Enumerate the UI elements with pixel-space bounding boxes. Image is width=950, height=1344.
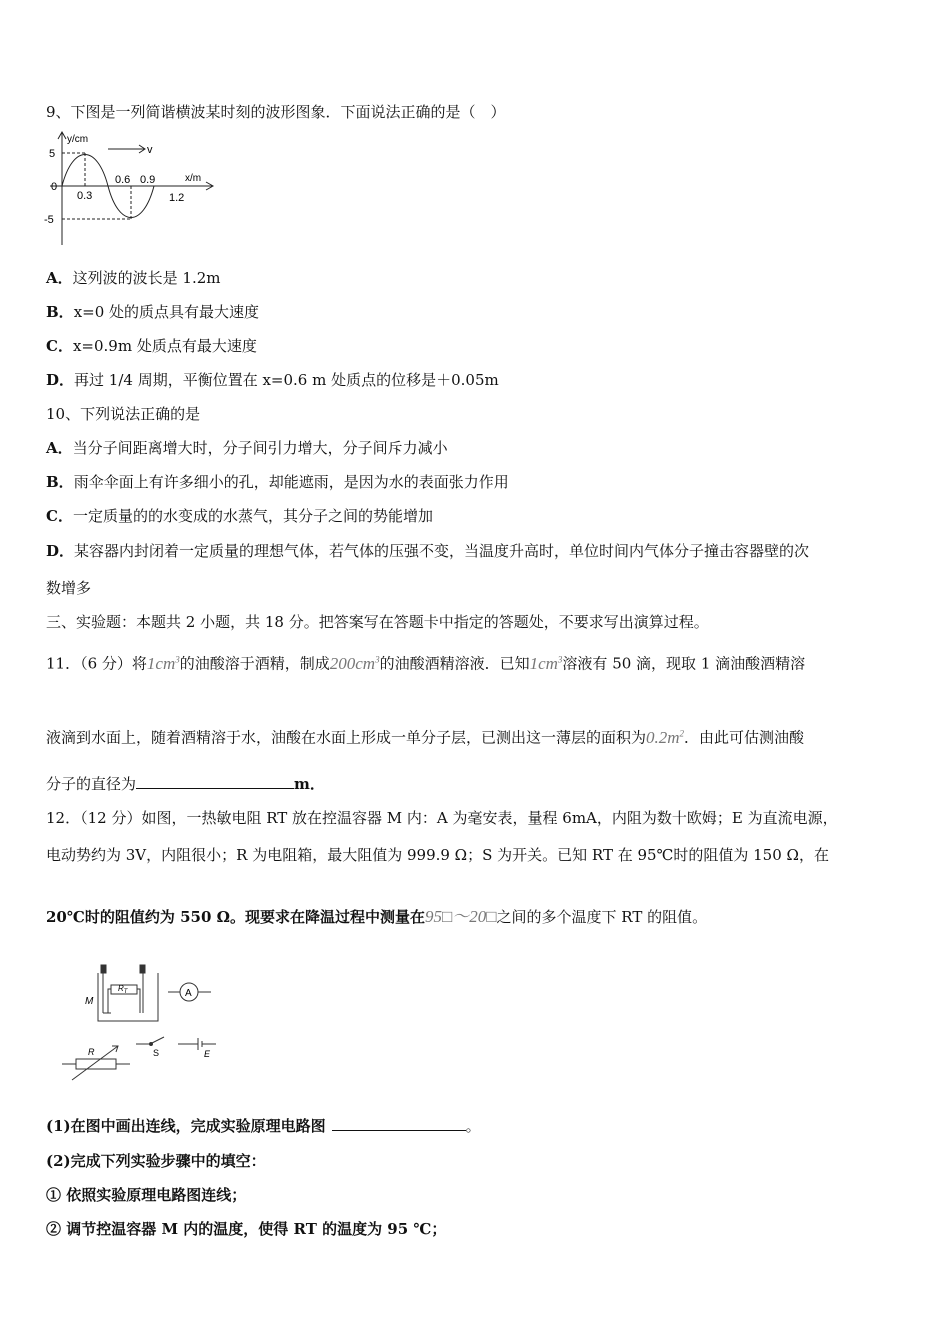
formula-1cm3-a: $1cm^3$ (146, 653, 180, 673)
q9-option-b: B．x=0 处的质点具有最大速度 (46, 303, 260, 321)
answer-blank (136, 774, 294, 789)
label-container-m: M (85, 996, 94, 1007)
q10-option-b: B．雨伞伞面上有许多细小的孔，却能遮雨，是因为水的表面张力作用 (46, 473, 509, 491)
formula-200cm3: $200cm^3$ (329, 653, 380, 673)
label-resistance-box: R (88, 1047, 95, 1057)
answer-blank-circuit (332, 1116, 466, 1131)
q10-option-a: A．当分子间距离增大时，分子间引力增大，分子间斥力减小 (46, 439, 448, 457)
q10-option-d-cont: 数增多 (46, 579, 92, 597)
q11-line-3: 分子的直径为 m． (46, 775, 325, 793)
q12-step-2-prompt: (2)完成下列实验步骤中的填空： (46, 1152, 266, 1170)
label-switch: S (153, 1048, 160, 1058)
q12-line-3: 20℃时的阻值约为 550 Ω。现要求在降温过程中测量在95□～20□之间的多个温度下 RT 的阻值。 (46, 907, 708, 926)
velocity-label: v (147, 144, 153, 156)
q12-step-list-2: ② 调节控温容器 M 内的温度，使得 RT 的温度为 95 ℃； (46, 1220, 447, 1238)
label-thermistor: $R_T$ (118, 984, 128, 995)
q10-stem: 10、下列说法正确的是 (46, 405, 201, 423)
x-axis-label: x/m (185, 173, 202, 184)
wave-graph (40, 127, 220, 247)
y-tick-5: 5 (49, 148, 56, 160)
q12-step-1-prompt: (1)在图中画出连线，完成实验原理电路图 。 (46, 1117, 481, 1135)
q12-step-list-1: ① 依照实验原理电路图连线； (46, 1186, 247, 1204)
q12-line-1: 12．（12 分）如图，一热敏电阻 RT 放在控温容器 M 内：A 为毫安表，量程 6mA，内阻为数十欧姆；E 为直流电源， (46, 809, 838, 827)
x-tick-1.2: 1.2 (169, 192, 185, 204)
formula-area: $0.2m^2$ (646, 727, 685, 747)
q12-line-2: 电动势约为 3V，内阻很小；R 为电阻箱，最大阻值为 999.9 Ω；S 为开关。已知 RT 在 95℃时的阻值为 150 Ω，在 (46, 846, 829, 864)
circuit-figure (58, 958, 223, 1088)
q9-option-a: A．这列波的波长是 1.2m (46, 269, 221, 287)
q9-stem: 9、下图是一列简谐横波某时刻的波形图象．下面说法正确的是（ ） (46, 103, 506, 121)
q9-option-c: C．x=0.9m 处质点有最大速度 (46, 337, 257, 355)
formula-1cm3-b: $1cm^3$ (529, 653, 563, 673)
q11-line-2: 液滴到水面上，随着酒精溶于水，油酸在水面上形成一单分子层，已测出这一薄层的面积为$0.2m^2$．由此可估测油酸 (46, 727, 805, 747)
x-tick-0.6: 0.6 (115, 174, 131, 186)
label-source: E (204, 1049, 211, 1059)
label-ammeter: A (185, 988, 192, 999)
q10-option-c: C．一定质量的的水变成的水蒸气，其分子之间的势能增加 (46, 507, 433, 525)
q9-option-d: D．再过 1/4 周期，平衡位置在 x=0.6 m 处质点的位移是＋0.05m (46, 371, 499, 389)
q11-line-1: 11．（6 分）将$1cm^3$的油酸溶于酒精，制成$200cm^3$的油酸酒精溶液．已知$1cm^3$溶液有 50 滴，现取 1 滴油酸酒精溶 (46, 653, 806, 673)
x-tick-0.3: 0.3 (77, 190, 93, 202)
y-tick-neg5: -5 (44, 214, 54, 226)
y-tick-0: 0 (51, 181, 58, 193)
formula-temp-range: 95□～20□ (424, 907, 497, 926)
section-3-heading: 三、实验题：本题共 2 小题，共 18 分。把答案写在答题卡中指定的答题处，不要求写出演算过程。 (46, 613, 709, 631)
x-tick-0.9: 0.9 (140, 174, 156, 186)
q10-option-d: D．某容器内封闭着一定质量的理想气体，若气体的压强不变，当温度升高时，单位时间内气体分子撞击容器壁的次 (46, 542, 810, 560)
y-axis-label: y/cm (67, 134, 89, 145)
